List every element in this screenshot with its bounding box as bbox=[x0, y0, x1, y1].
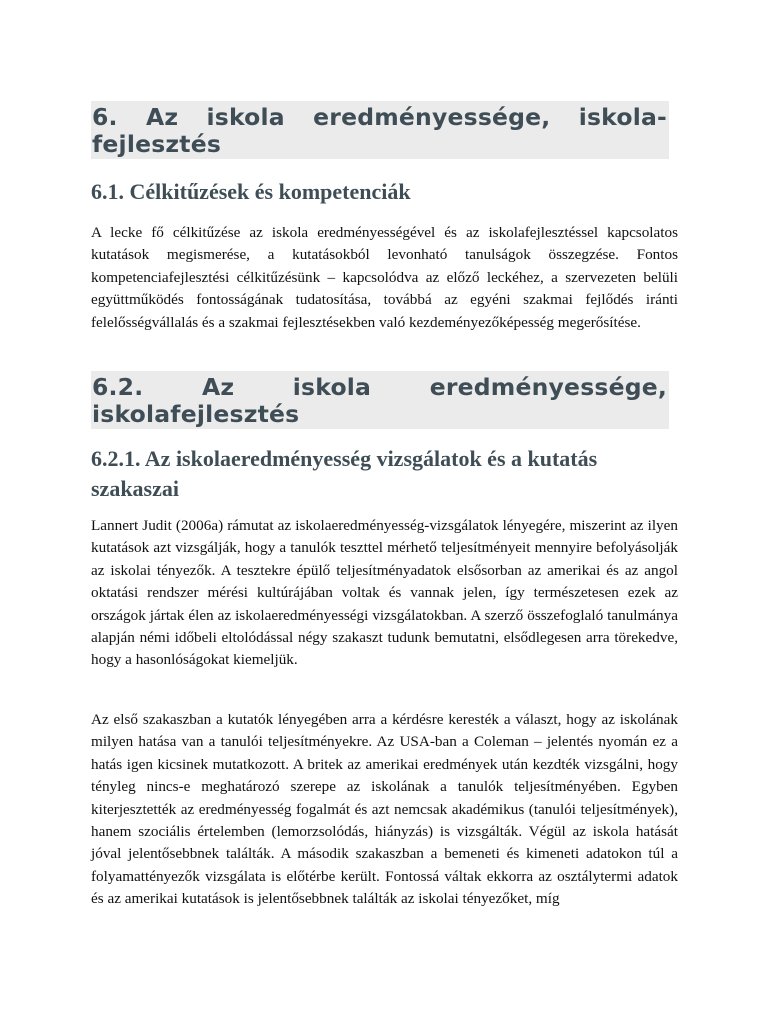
subsection-heading-6-2-1: 6.2.1. Az iskolaeredményesség vizsgálatok és a kutatás szakaszai bbox=[91, 446, 598, 501]
paragraph-objectives: A lecke fő célkitűzése az iskola eredményességével és az iskolafejlesztéssel kapcsolatos kutatások megismerése, a kutatásokból levonható tanulságok összegzése. Fontos kompetenciafejlesztési célkitűzésünk – kapcsolódva az előző leckéhez, a szervezeten belüli együttműködés fontosságának tudatosítása, továbbá az egyéni szakmai fejlődés iránti felelősségvállalás és a szakmai fejlesztésekben való kezdeményezőképesség megerősítése. bbox=[91, 224, 678, 331]
paragraph-lannert: Lannert Judit (2006a) rámutat az iskolaeredményesség-vizsgálatok lényegére, miszerint az ilyen kutatások azt vizsgálják, hogy a tanulók teszttel mérhető teljesítményeit mennyire befolyásolják az iskolai tényezők. A tesztekre épülő teljesítményadatok elsősorban az amerikai és az angol oktatási rendszer mérési kultúrájában voltak és vannak jelen, így természetesen ezek az országok jártak élen az iskolaeredményességi vizsgálatokban. A szerző összefoglaló tanulmánya alapján némi időbeli eltolódással négy szakaszt tudunk bemutatni, elsődlegesen arra törekedve, hogy a hasonlóságokat kiemeljük. bbox=[91, 517, 678, 669]
paragraph-first-phase: Az első szakaszban a kutatók lényegében arra a kérdésre keresték a választ, hogy az iskolának milyen hatása van a tanulói teljesítményekre. Az USA-ban a Coleman – jelentés nyomán ez a hatás igen kicsinek mutatkozott. A britek az amerikai eredmények után kezdték vizsgálni, hogy tényleg nincs-e meghatározó szerepe az iskolának a tanulók teljesítményében. Egyben kiterjesztették az eredményesség fogalmát és azt nemcsak akadémikus (tanulói teljesítmények), hanem szociális értelemben (lemorzsolódás, hiányzás) is vizsgálták. Végül az iskola hatását jóval jelentősebbnek találták. A második szakaszban a bemeneti és kimeneti adatokon túl a folyamattényezők vizsgálata is előtérbe került. Fontossá váltak ekkorra az osztálytermi adatok és az amerikai kutatások is jelentősebbnek találták az iskolai tényezőket, míg bbox=[91, 711, 678, 908]
chapter-heading: 6. Az iskola eredményessége, iskola-fejlesztés bbox=[92, 103, 667, 158]
section-heading-6-1: 6.1. Célkitűzések és kompetenciák bbox=[91, 179, 411, 204]
section-heading-6-2: 6.2. Az iskola eredményessége, iskolafejlesztés bbox=[92, 373, 667, 428]
